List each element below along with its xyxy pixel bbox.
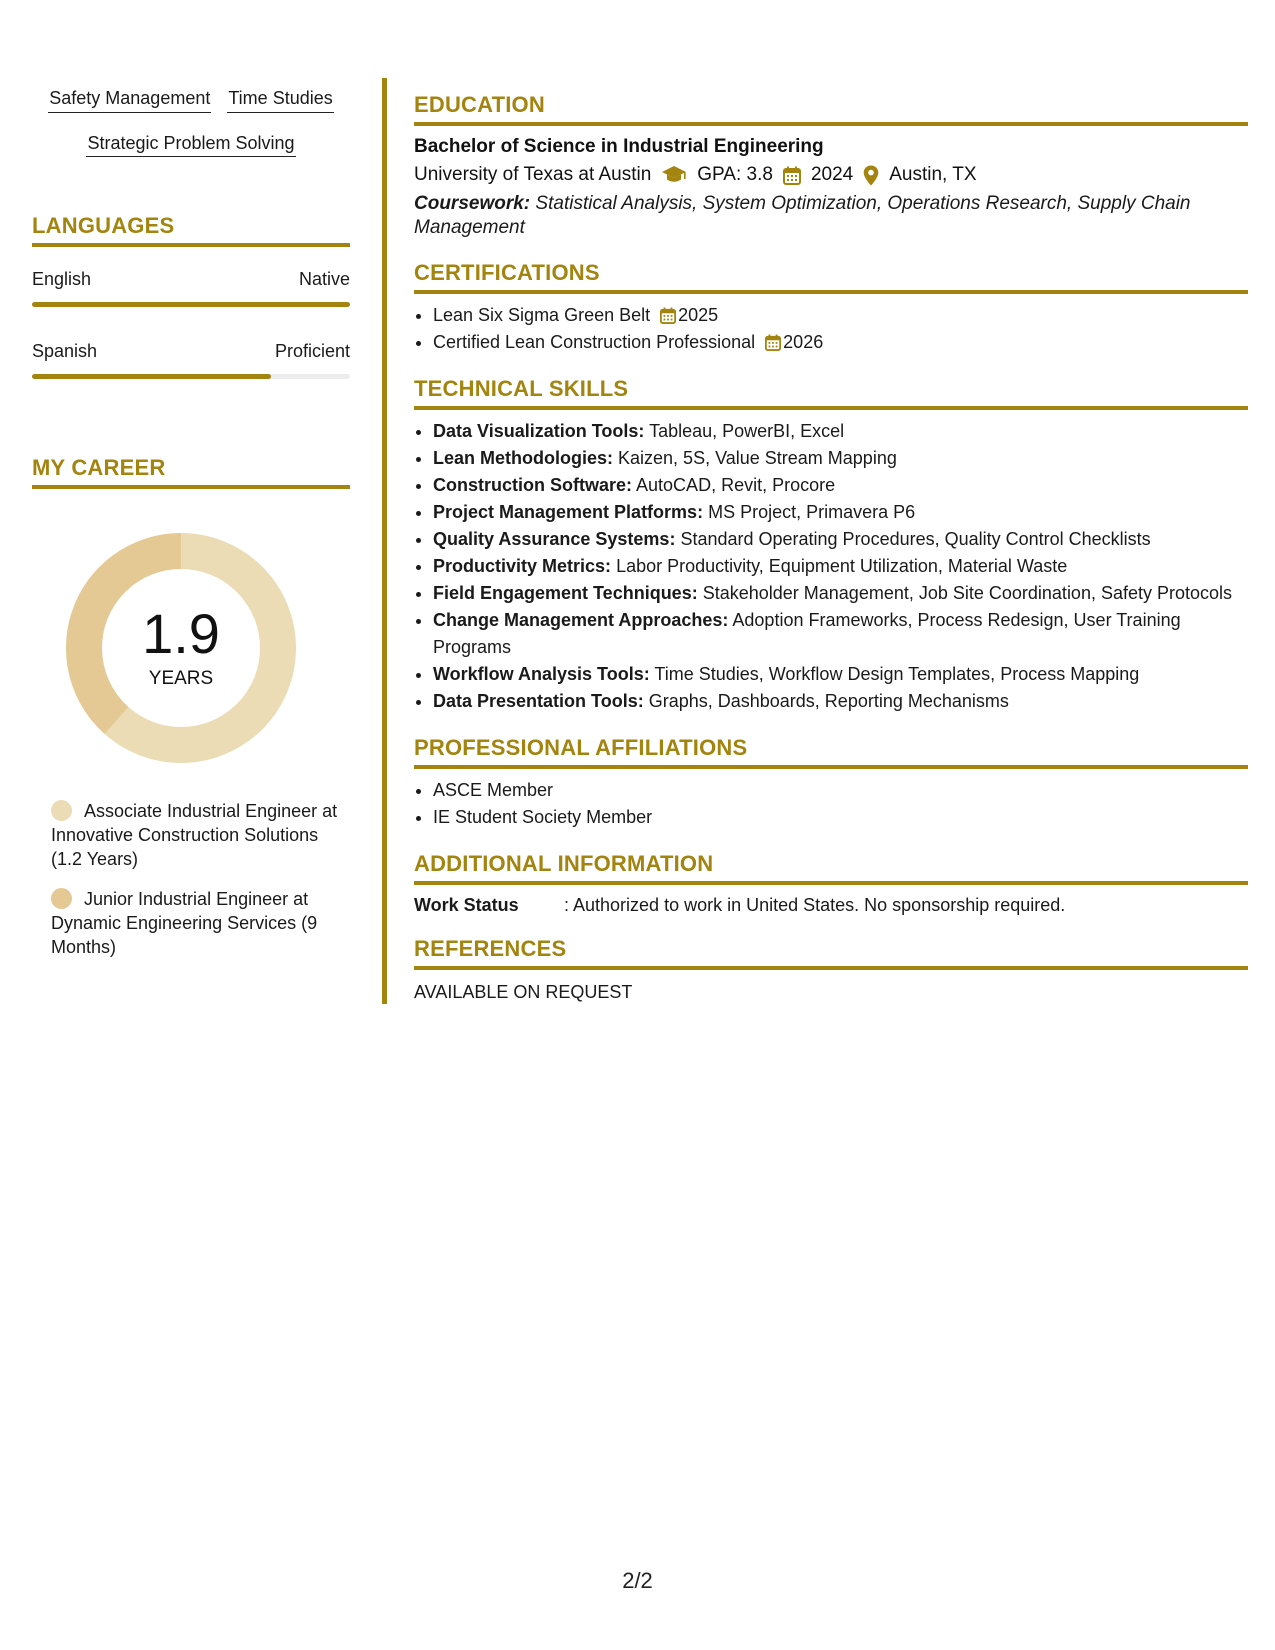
list-item xyxy=(433,580,1248,607)
list-item: • ASCE Member xyxy=(433,777,1248,804)
skill-category: Change Management Approaches: xyxy=(433,610,729,630)
list-item: • IE Student Society Member xyxy=(433,804,1248,831)
skill-category: Data Presentation Tools: xyxy=(433,691,644,711)
skill-category: Construction Software: xyxy=(433,475,633,495)
skill-category: Lean Methodologies: xyxy=(433,448,613,468)
language-name: Spanish xyxy=(32,341,98,362)
gpa: GPA: 3.8 xyxy=(697,164,773,185)
skill-category: Quality Assurance Systems: xyxy=(433,529,676,549)
school-name: University of Texas at Austin xyxy=(414,164,652,185)
calendar-icon xyxy=(765,334,781,351)
technical-skills-list xyxy=(414,418,1248,715)
certification-name: Certified Lean Construction Professional xyxy=(433,332,756,352)
education-details xyxy=(414,164,1248,186)
language-item xyxy=(32,269,350,307)
language-bar-fill xyxy=(32,374,271,379)
list-item xyxy=(433,472,1248,499)
skill-values: Kaizen, 5S, Value Stream Mapping xyxy=(618,448,897,468)
certification-year: 2025 xyxy=(678,305,719,325)
skill-values: Stakeholder Management, Job Site Coordination, Safety Protocols xyxy=(702,583,1233,603)
calendar-icon xyxy=(660,307,676,324)
calendar-icon xyxy=(783,166,801,185)
skill-values: Labor Productivity, Equipment Utilization, Material Waste xyxy=(616,556,1068,576)
skill-values: Time Studies, Workflow Design Templates, Process Mapping xyxy=(654,664,1140,684)
affiliations-heading: PROFESSIONAL AFFILIATIONS xyxy=(414,735,1248,769)
language-bar xyxy=(32,302,350,307)
technical-skills-section xyxy=(414,376,1248,715)
graduation-cap-icon xyxy=(661,165,687,185)
language-level: Native xyxy=(298,269,350,290)
career-donut-chart xyxy=(66,533,296,763)
career-legend xyxy=(51,799,341,959)
languages-heading: LANGUAGES xyxy=(32,213,350,247)
right-column xyxy=(414,92,1248,1023)
location-pin-icon xyxy=(863,165,879,186)
coursework-list: Statistical Analysis, System Optimization, Operations Research, Supply Chain Management xyxy=(414,193,1191,238)
skill-tag: Strategic Problem Solving xyxy=(86,133,295,158)
skill-category: Workflow Analysis Tools: xyxy=(433,664,650,684)
school-location: Austin, TX xyxy=(889,164,977,185)
work-status-value: : Authorized to work in United States. No sponsorship required. xyxy=(564,895,1066,915)
certifications-list xyxy=(414,302,1248,356)
graduation-year: 2024 xyxy=(810,164,854,185)
career-unit: YEARS xyxy=(148,668,214,690)
certification-name: Lean Six Sigma Green Belt xyxy=(433,305,651,325)
work-status-row xyxy=(414,895,1248,916)
work-status-label: Work Status xyxy=(414,895,519,915)
list-item xyxy=(433,499,1248,526)
legend-label: Associate Industrial Engineer at Innovative Construction Solutions (1.2 Years) xyxy=(51,801,338,870)
skill-values: Adoption Frameworks, Process Redesign, User Training Programs xyxy=(433,610,1181,657)
coursework xyxy=(414,192,1248,240)
references-heading: REFERENCES xyxy=(414,936,1248,970)
skill-tag: Safety Management xyxy=(48,88,211,113)
list-item xyxy=(433,302,1248,329)
additional-info-section xyxy=(414,851,1248,916)
list-item xyxy=(433,607,1248,661)
list-item xyxy=(433,526,1248,553)
certifications-heading: CERTIFICATIONS xyxy=(414,260,1248,294)
legend-dot xyxy=(51,800,72,821)
certifications-section xyxy=(414,260,1248,356)
left-column xyxy=(32,80,350,975)
legend-dot xyxy=(51,888,72,909)
coursework-label: Coursework: xyxy=(414,193,531,214)
affiliations-list xyxy=(414,777,1248,831)
list-item xyxy=(433,661,1248,688)
technical-skills-heading: TECHNICAL SKILLS xyxy=(414,376,1248,410)
skill-values: MS Project, Primavera P6 xyxy=(708,502,916,522)
degree-title: Bachelor of Science in Industrial Engineering xyxy=(414,136,824,157)
list-item xyxy=(433,418,1248,445)
language-bar xyxy=(32,374,350,379)
skill-category: Field Engagement Techniques: xyxy=(433,583,698,603)
affiliations-section xyxy=(414,735,1248,831)
list-item xyxy=(433,445,1248,472)
legend-item xyxy=(51,887,341,959)
page-number: 2/2 xyxy=(622,1568,653,1593)
certification-year: 2026 xyxy=(783,332,824,352)
skill-category: Project Management Platforms: xyxy=(433,502,704,522)
education-section xyxy=(414,92,1248,240)
skill-tag: Time Studies xyxy=(227,88,333,113)
education-heading: EDUCATION xyxy=(414,92,1248,126)
career-total: 1.9 xyxy=(142,602,220,666)
additional-info-heading: ADDITIONAL INFORMATION xyxy=(414,851,1248,885)
references-section xyxy=(414,936,1248,1003)
skill-values: Tableau, PowerBI, Excel xyxy=(649,421,845,441)
language-item xyxy=(32,341,350,379)
list-item xyxy=(433,688,1248,715)
language-level: Proficient xyxy=(274,341,350,362)
skill-values: Graphs, Dashboards, Reporting Mechanisms xyxy=(648,691,1009,711)
skill-values: Standard Operating Procedures, Quality Control Checklists xyxy=(680,529,1151,549)
legend-item xyxy=(51,799,341,871)
skill-category: Data Visualization Tools: xyxy=(433,421,645,441)
skill-tags xyxy=(32,80,350,169)
skill-values: AutoCAD, Revit, Procore xyxy=(636,475,836,495)
list-item xyxy=(433,553,1248,580)
list-item xyxy=(433,329,1248,356)
column-divider xyxy=(382,78,387,1004)
career-heading: MY CAREER xyxy=(32,455,350,489)
references-text: AVAILABLE ON REQUEST xyxy=(414,982,633,1002)
legend-label: Junior Industrial Engineer at Dynamic Engineering Services (9 Months) xyxy=(51,889,318,958)
language-name: English xyxy=(32,269,92,290)
language-bar-fill xyxy=(32,302,350,307)
skill-category: Productivity Metrics: xyxy=(433,556,612,576)
